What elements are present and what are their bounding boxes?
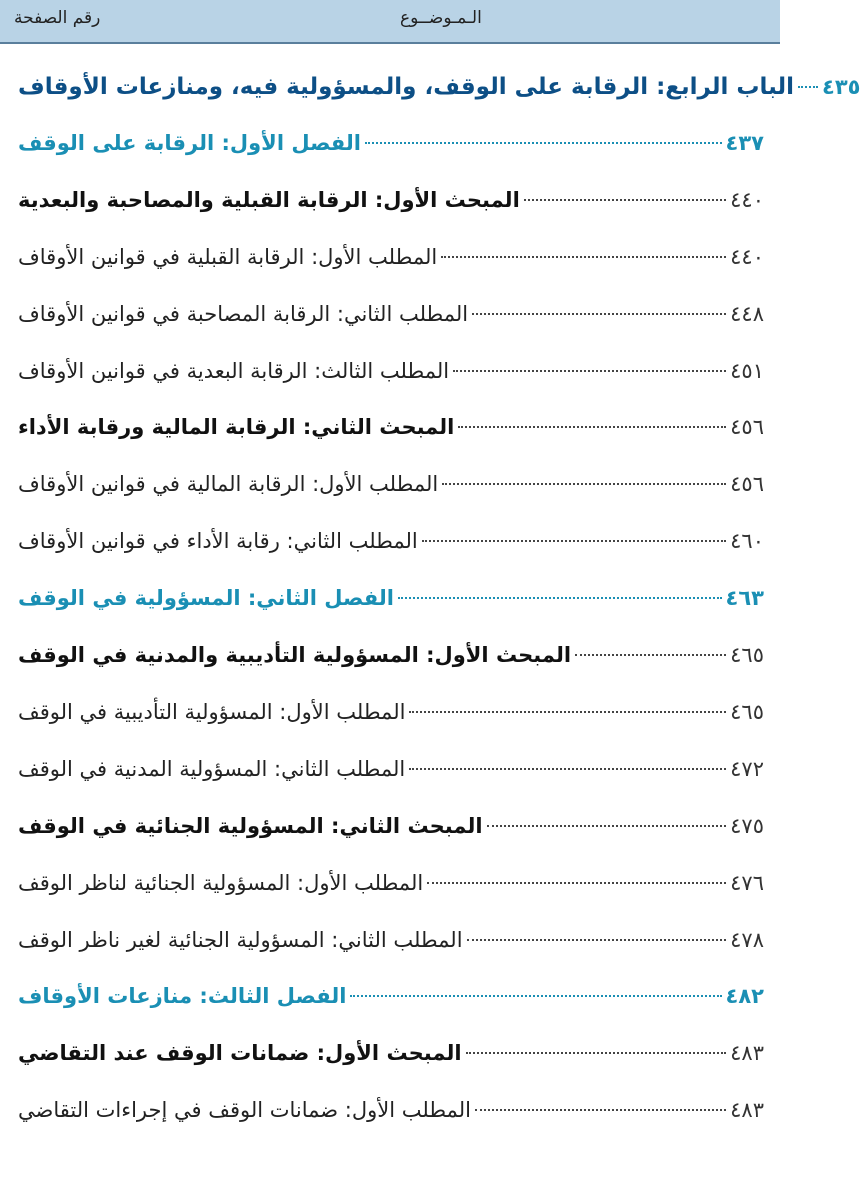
toc-entry-sub [18,472,764,506]
toc-entry-title: المبحث الأول: ضمانات الوقف عند التقاضي [18,1041,462,1065]
toc-entry-title: المطلب الأول: الرقابة المالية في قوانين الأوقاف [18,472,439,496]
toc-entry-chapter [18,586,764,620]
toc-entry-title: المطلب الأول: الرقابة القبلية في قوانين الأوقاف [18,245,438,269]
toc-entry-part [18,74,860,108]
dot-leader [442,482,726,485]
toc-entry-section [18,188,764,222]
toc-entry-title: المطلب الأول: المسؤولية الجنائية لناظر الوقف [18,871,424,895]
toc-entry-sub [18,757,764,791]
dot-leader [487,824,727,827]
dot-leader [409,710,726,713]
dot-leader [575,653,726,656]
dot-leader [466,1051,727,1054]
toc-entry-section [18,643,764,677]
toc-entry-page-number: ٤٥٦ [730,415,764,439]
dot-leader [475,1108,726,1111]
page-number-column-label: رقم الصفحة [14,8,101,28]
toc-entry-sub [18,928,764,962]
dot-leader [472,312,726,315]
toc-entry-sub [18,359,764,393]
toc-entry-title: المبحث الثاني: الرقابة المالية ورقابة الأداء [18,415,455,439]
toc-entry-page-number: ٤٦٥ [730,700,764,724]
dot-leader [467,938,727,941]
dot-leader [365,141,722,144]
toc-entry-sub [18,1098,764,1132]
toc-entry-page-number: ٤٣٧ [725,131,764,155]
toc-entry-page-number: ٤٨٣ [730,1098,764,1122]
toc-entry-title: المطلب الثالث: الرقابة البعدية في قوانين الأوقاف [18,359,450,383]
toc-entry-title: المطلب الثاني: الرقابة المصاحبة في قوانين الأوقاف [18,302,469,326]
dot-leader [458,425,726,428]
toc-entry-page-number: ٤٨٢ [725,984,764,1008]
toc-entry-page-number: ٤٤٠ [730,188,764,212]
toc-entry-title: الفصل الثالث: منازعات الأوقاف [18,984,347,1008]
toc-entry-page-number: ٤٦٣ [725,586,764,610]
toc-entry-chapter [18,984,764,1018]
toc-entry-title: الباب الرابع: الرقابة على الوقف، والمسؤولية فيه، ومنازعات الأوقاف [18,74,795,100]
dot-leader [409,767,726,770]
dot-leader [441,255,726,258]
toc-entry-title: المطلب الأول: ضمانات الوقف في إجراءات التقاضي [18,1098,471,1122]
toc-entry-title: المطلب الثاني: المسؤولية الجنائية لغير ناظر الوقف [18,928,463,952]
topic-column-label: الـمـوضــوع [400,8,482,28]
dot-leader [798,85,818,88]
dot-leader [350,994,721,997]
toc-entry-page-number: ٤٧٨ [730,928,764,952]
dot-leader [427,881,726,884]
dot-leader [422,539,726,542]
dot-leader [453,369,726,372]
toc-entry-page-number: ٤٨٣ [730,1041,764,1065]
toc-entry-sub [18,871,764,905]
toc-entry-title: الفصل الأول: الرقابة على الوقف [18,131,361,155]
toc-entry-sub [18,245,764,279]
toc-entry-title: الفصل الثاني: المسؤولية في الوقف [18,586,394,610]
toc-entry-sub [18,302,764,336]
toc-entry-title: المطلب الثاني: المسؤولية المدنية في الوقف [18,757,406,781]
toc-entry-section [18,415,764,449]
toc-entry-title: المطلب الثاني: رقابة الأداء في قوانين الأوقاف [18,529,418,553]
toc-entry-page-number: ٤٥٦ [730,472,764,496]
toc-entry-section [18,814,764,848]
toc-entry-page-number: ٤٧٦ [730,871,764,895]
dot-leader [398,596,722,599]
toc-entry-page-number: ٤٧٢ [730,757,764,781]
toc-entry-page-number: ٤٣٥ [822,75,860,99]
toc-entry-title: المبحث الثاني: المسؤولية الجنائية في الوقف [18,814,483,838]
toc-entry-section [18,1041,764,1075]
toc-entry-page-number: ٤٦٠ [730,529,764,553]
toc-entry-title: المبحث الأول: المسؤولية التأديبية والمدنية في الوقف [18,643,572,667]
dot-leader [524,198,726,201]
toc-entry-page-number: ٤٧٥ [730,814,764,838]
toc-entry-sub [18,700,764,734]
toc-entry-sub [18,529,764,563]
toc-entry-page-number: ٤٤٠ [730,245,764,269]
toc-entry-page-number: ٤٦٥ [730,643,764,667]
toc-entry-chapter [18,131,764,165]
toc-entry-page-number: ٤٤٨ [730,302,764,326]
toc-entry-title: المطلب الأول: المسؤولية التأديبية في الوقف [18,700,406,724]
toc-entry-title: المبحث الأول: الرقابة القبلية والمصاحبة والبعدية [18,188,520,212]
toc-entry-page-number: ٤٥١ [730,359,764,383]
toc-header [0,0,780,44]
